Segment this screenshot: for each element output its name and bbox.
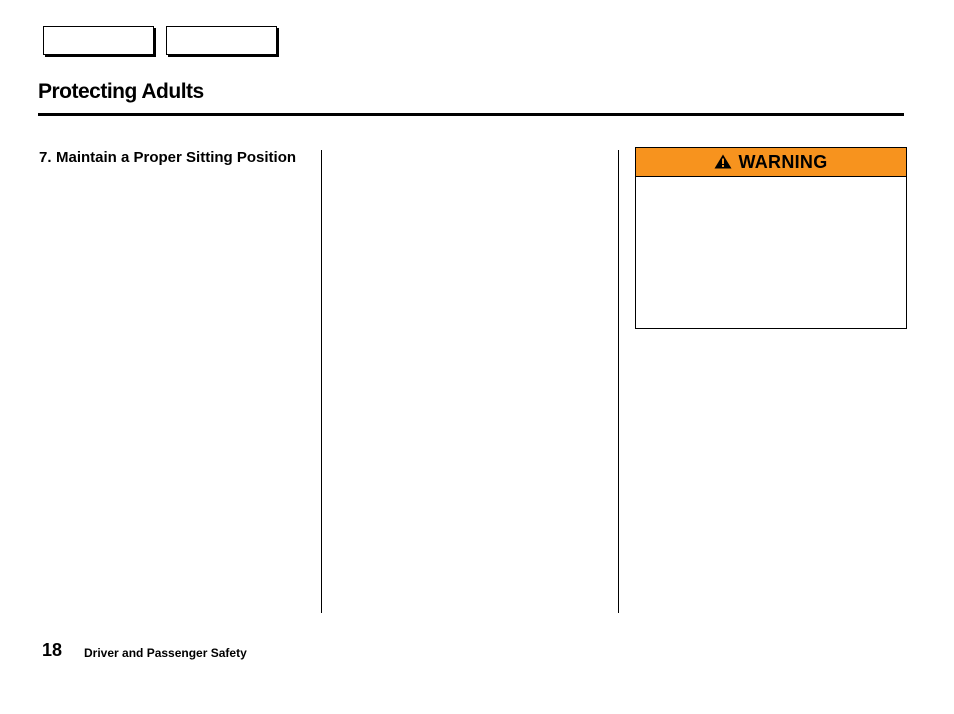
page-title: Protecting Adults [38,80,204,103]
section-number: 7. [39,149,52,166]
title-rule [38,113,904,116]
section-heading [39,149,309,167]
section-heading-text: Maintain a Proper Sitting Position [56,149,297,166]
column-divider-right [618,150,619,613]
warning-header [636,148,906,177]
warning-triangle-icon [714,154,732,169]
page-number: 18 [42,640,63,660]
warning-box [635,147,907,329]
column-divider-left [321,150,322,613]
warning-label: WARNING [738,151,828,172]
footer-section-name: Driver and Passenger Safety [84,646,247,660]
nav-button-2[interactable] [166,26,277,55]
nav-button-1[interactable] [43,26,154,55]
